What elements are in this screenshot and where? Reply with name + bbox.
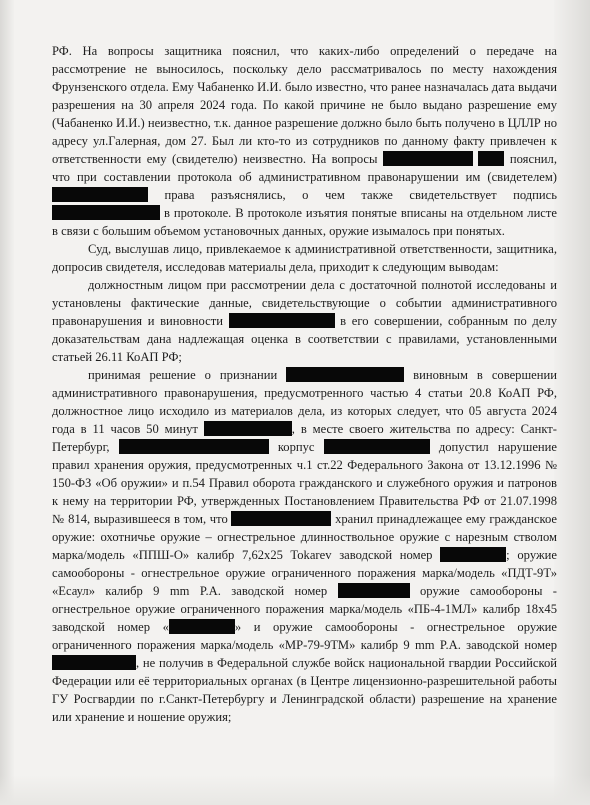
paragraph-text: РФ. На вопросы защитника пояснил, что каких-либо определений о передаче на рассмотрение не выносилось, поскольку дело рассматривалось по месту нахождения Фрунзенского отдела. Ему Чабаненко И.И. было известно, что ранее назначалась дата выдачи разрешения на 30 апреля 2024 года. По какой причине не было выдано разрешение ему (Чабаненко И.И.) неизвестно, т.к. данное разрешение должно было быть получено в ЦЛЛР но адресу ул.Галерная, дом 27. Был ли кто-то из сотрудников по данному факту привлечен к ответственности ему (свидетелю) неизвестно. На вопросы [52, 44, 557, 166]
redaction-block [119, 439, 269, 454]
paragraph [52, 276, 557, 366]
paragraph [52, 240, 557, 276]
paragraph-text: ; оружие самообороны - огнестрельное оружие ограниченного поражения марка/модель «ПДТ-9Т» «Есаул» калибр 9 mm P.A. заводской номер [52, 548, 557, 598]
redaction-block [52, 655, 136, 670]
paragraph-text: хранил принадлежащее ему гражданское оружие: охотничье оружие – огнестрельное длинноствольное оружие с нарезным стволом марка/модель «ППШ-О» калибр 7,62x25 Tokarev заводской номер [52, 512, 557, 562]
document-body [52, 42, 557, 726]
redaction-block [229, 313, 335, 328]
paragraph-text: оружие самообороны - огнестрельное оружие ограниченного поражения марка/модель «ПБ-4-1МЛ» калибр 18x45 заводской номер « [52, 584, 557, 634]
paragraph-text: пояснил, что при составлении протокола об административном правонарушении им (свидетелем) [52, 152, 557, 184]
paragraph-text: виновным в совершении административного правонарушения, предусмотренного частью 4 статьи 20.8 КоАП РФ, должностное лицо исходило из материалов дела, из которых следует, что 05 августа 2024 года в 11 часов 50 минут [52, 368, 557, 436]
page-shadow-left [0, 0, 14, 805]
paragraph-text: Суд, выслушав лицо, привлекаемое к административной ответственности, защитника, допросив свидетеля, исследовав материалы дела, приходит к следующим выводам: [52, 242, 557, 274]
paragraph-text: принимая решение о признании [88, 368, 287, 382]
redaction-block [52, 187, 148, 202]
redaction-block [286, 367, 404, 382]
redaction-block [52, 205, 160, 220]
redaction-block [324, 439, 430, 454]
redaction-block [204, 421, 292, 436]
redaction-block [169, 619, 235, 634]
page-bottom-shadow [0, 775, 590, 805]
paragraph-text: допустил нарушение правил хранения оружия, предусмотренных ч.1 ст.22 Федерального Закона от 13.12.1996 № 150-ФЗ «Об оружии» и п.54 Правил оборота гражданского и служебного оружия и патронов к нему на территории РФ, утвержденных Постановлением Правительства РФ от 21.07.1998 № 814, выразившееся в том, что [52, 440, 557, 526]
page-shadow-right [554, 0, 590, 805]
paragraph-text: в его совершении, собранным по делу доказательствам дана надлежащая оценка в соответствии с правилами, установленными статьей 26.11 КоАП РФ; [52, 314, 557, 364]
paragraph-text: » и оружие самообороны - огнестрельное оружие ограниченного поражения марка/модель «МР-79-9ТМ» калибр 9 mm P.A. заводской номер [52, 620, 557, 652]
paragraph [52, 42, 557, 240]
redaction-block [338, 583, 410, 598]
paragraph-text: должностным лицом при рассмотрении дела с достаточной полнотой исследованы и установлены фактические данные, свидетельствующие о событии административного правонарушения и виновности [52, 278, 557, 328]
paragraph-text: , в месте своего жительства по адресу: Санкт-Петербург, [52, 422, 557, 454]
redaction-block [478, 151, 504, 166]
redaction-block [231, 511, 331, 526]
redaction-block [440, 547, 506, 562]
paragraph-text: в протоколе. В протоколе изъятия понятые вписаны на отдельном листе в связи с большим объемом установочных данных, оружие изымалось при понятых. [52, 206, 557, 238]
redaction-block [383, 151, 473, 166]
paragraph-text: права разъяснялись, о чем также свидетельствует подпись [148, 188, 557, 202]
paragraph [52, 366, 557, 726]
paragraph-text: , не получив в Федеральной службе войск национальной гвардии Российской Федерации или её территориальных органах (в Центре лицензионно-разрешительной работы ГУ Росгвардии по г.Санкт-Петербургу и Ленинградской области) разрешение на хранение или хранение и ношение оружия; [52, 656, 557, 724]
paragraph-text: корпус [268, 440, 324, 454]
